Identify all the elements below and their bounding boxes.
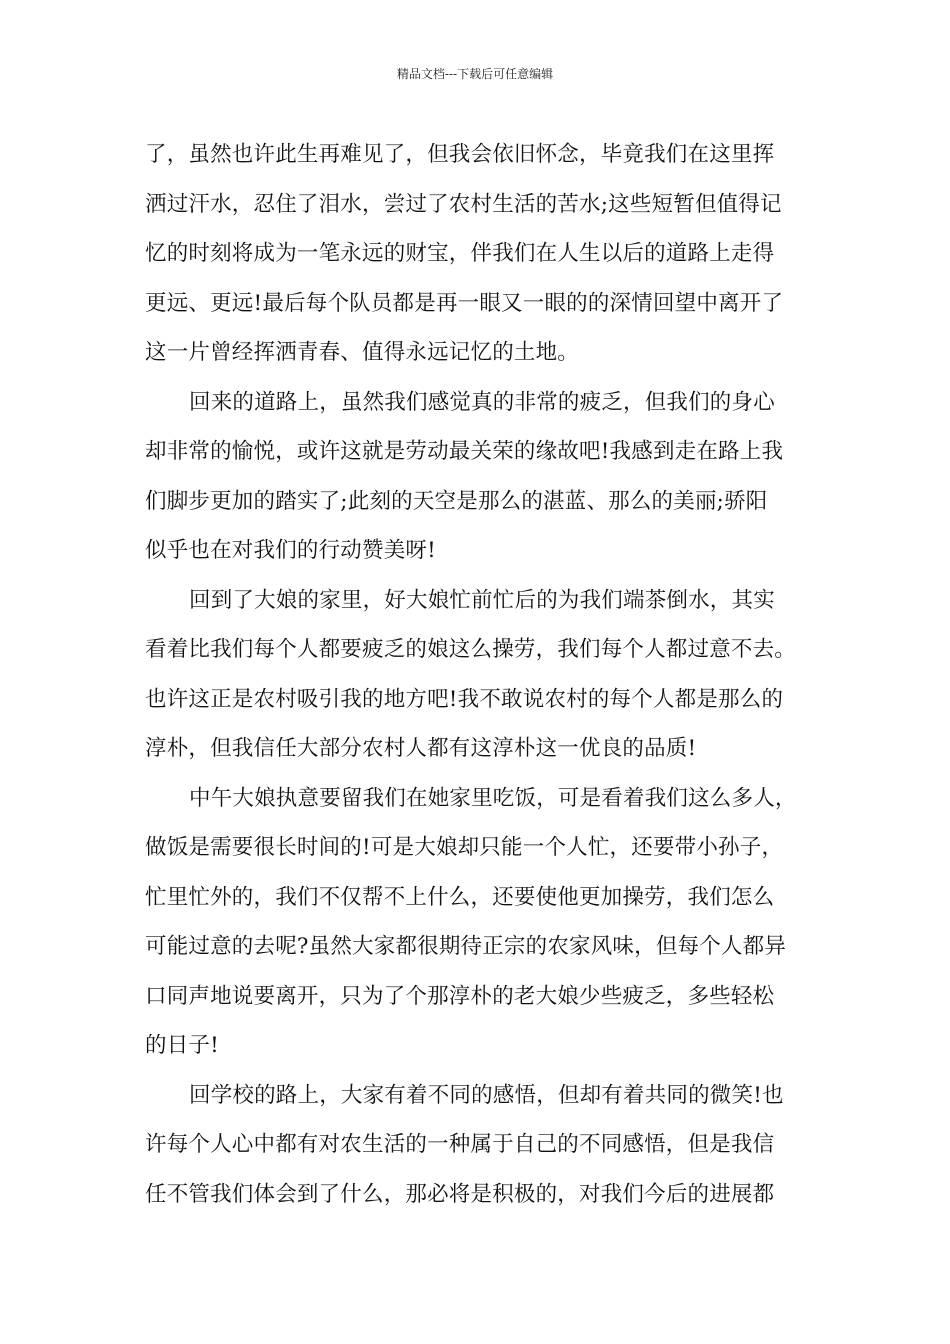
paragraph (145, 774, 825, 1071)
text-line: 许每个人心中都有对农生活的一种属于自己的不同感悟，但是我信 (145, 1132, 775, 1157)
text-line: 回学校的路上，大家有着不同的感悟，但却有着共同的微笑!也 (189, 1082, 784, 1108)
text-line: 忆的时刻将成为一笔永远的财宝，伴我们在人生以后的道路上走得 (145, 241, 775, 266)
paragraph (145, 1071, 825, 1220)
paragraph (145, 378, 825, 576)
text-line: 这一片曾经挥洒青春、值得永远记忆的土地。 (145, 340, 580, 365)
text-line: 更远、更远!最后每个队员都是再一眼又一眼的的深情回望中离开了 (145, 290, 784, 316)
text-line: 做饭是需要很长时间的!可是大娘却只能一个人忙，还要带小孙子， (145, 835, 784, 860)
text-line: 似乎也在对我们的行动赞美呀! (145, 538, 436, 563)
text-line: 却非常的愉悦，或许这就是劳动最关荣的缘故吧!我感到走在路上我 (145, 439, 784, 464)
page-header: 精品文档---下载后可任意编辑 (396, 67, 554, 81)
text-line: 忙里忙外的，我们不仅帮不上什么，还要使他更加操劳，我们怎么 (145, 884, 775, 910)
text-line: 洒过汗水，忍住了泪水，尝过了农村生活的苦水;这些短暂但值得记 (145, 191, 782, 217)
text-line: 也许这正是农村吸引我的地方吧!我不敢说农村的每个人都是那么的 (145, 686, 784, 712)
text-line: 了，虽然也许此生再难见了，但我会依旧怀念，毕竟我们在这里挥 (145, 142, 775, 167)
text-line: 淳朴，但我信任大部分农村人都有这淳朴这一优良的品质! (145, 736, 697, 761)
text-line: 看着比我们每个人都要疲乏的娘这么操劳，我们每个人都过意不去。 (145, 637, 797, 662)
text-line: 可能过意的去呢?虽然大家都很期待正宗的农家风味，但每个人都异 (145, 934, 787, 959)
text-line: 任不管我们体会到了什么，那必将是积极的，对我们今后的进展都 (145, 1181, 775, 1207)
text-line: 们脚步更加的踏实了;此刻的天空是那么的湛蓝、那么的美丽;骄阳 (145, 488, 768, 514)
paragraph (145, 130, 825, 378)
text-line: 回到了大娘的家里，好大娘忙前忙后的为我们端茶倒水，其实 (189, 587, 775, 613)
paragraph (145, 576, 825, 774)
body-text (145, 130, 825, 1219)
text-line: 中午大娘执意要留我们在她家里吃饭，可是看着我们这么多人， (189, 785, 797, 811)
text-line: 回来的道路上，虽然我们感觉真的非常的疲乏，但我们的身心 (189, 389, 775, 415)
text-line: 口同声地说要离开，只为了个那淳朴的老大娘少些疲乏，多些轻松 (145, 983, 775, 1009)
text-line: 的日子! (145, 1033, 219, 1058)
